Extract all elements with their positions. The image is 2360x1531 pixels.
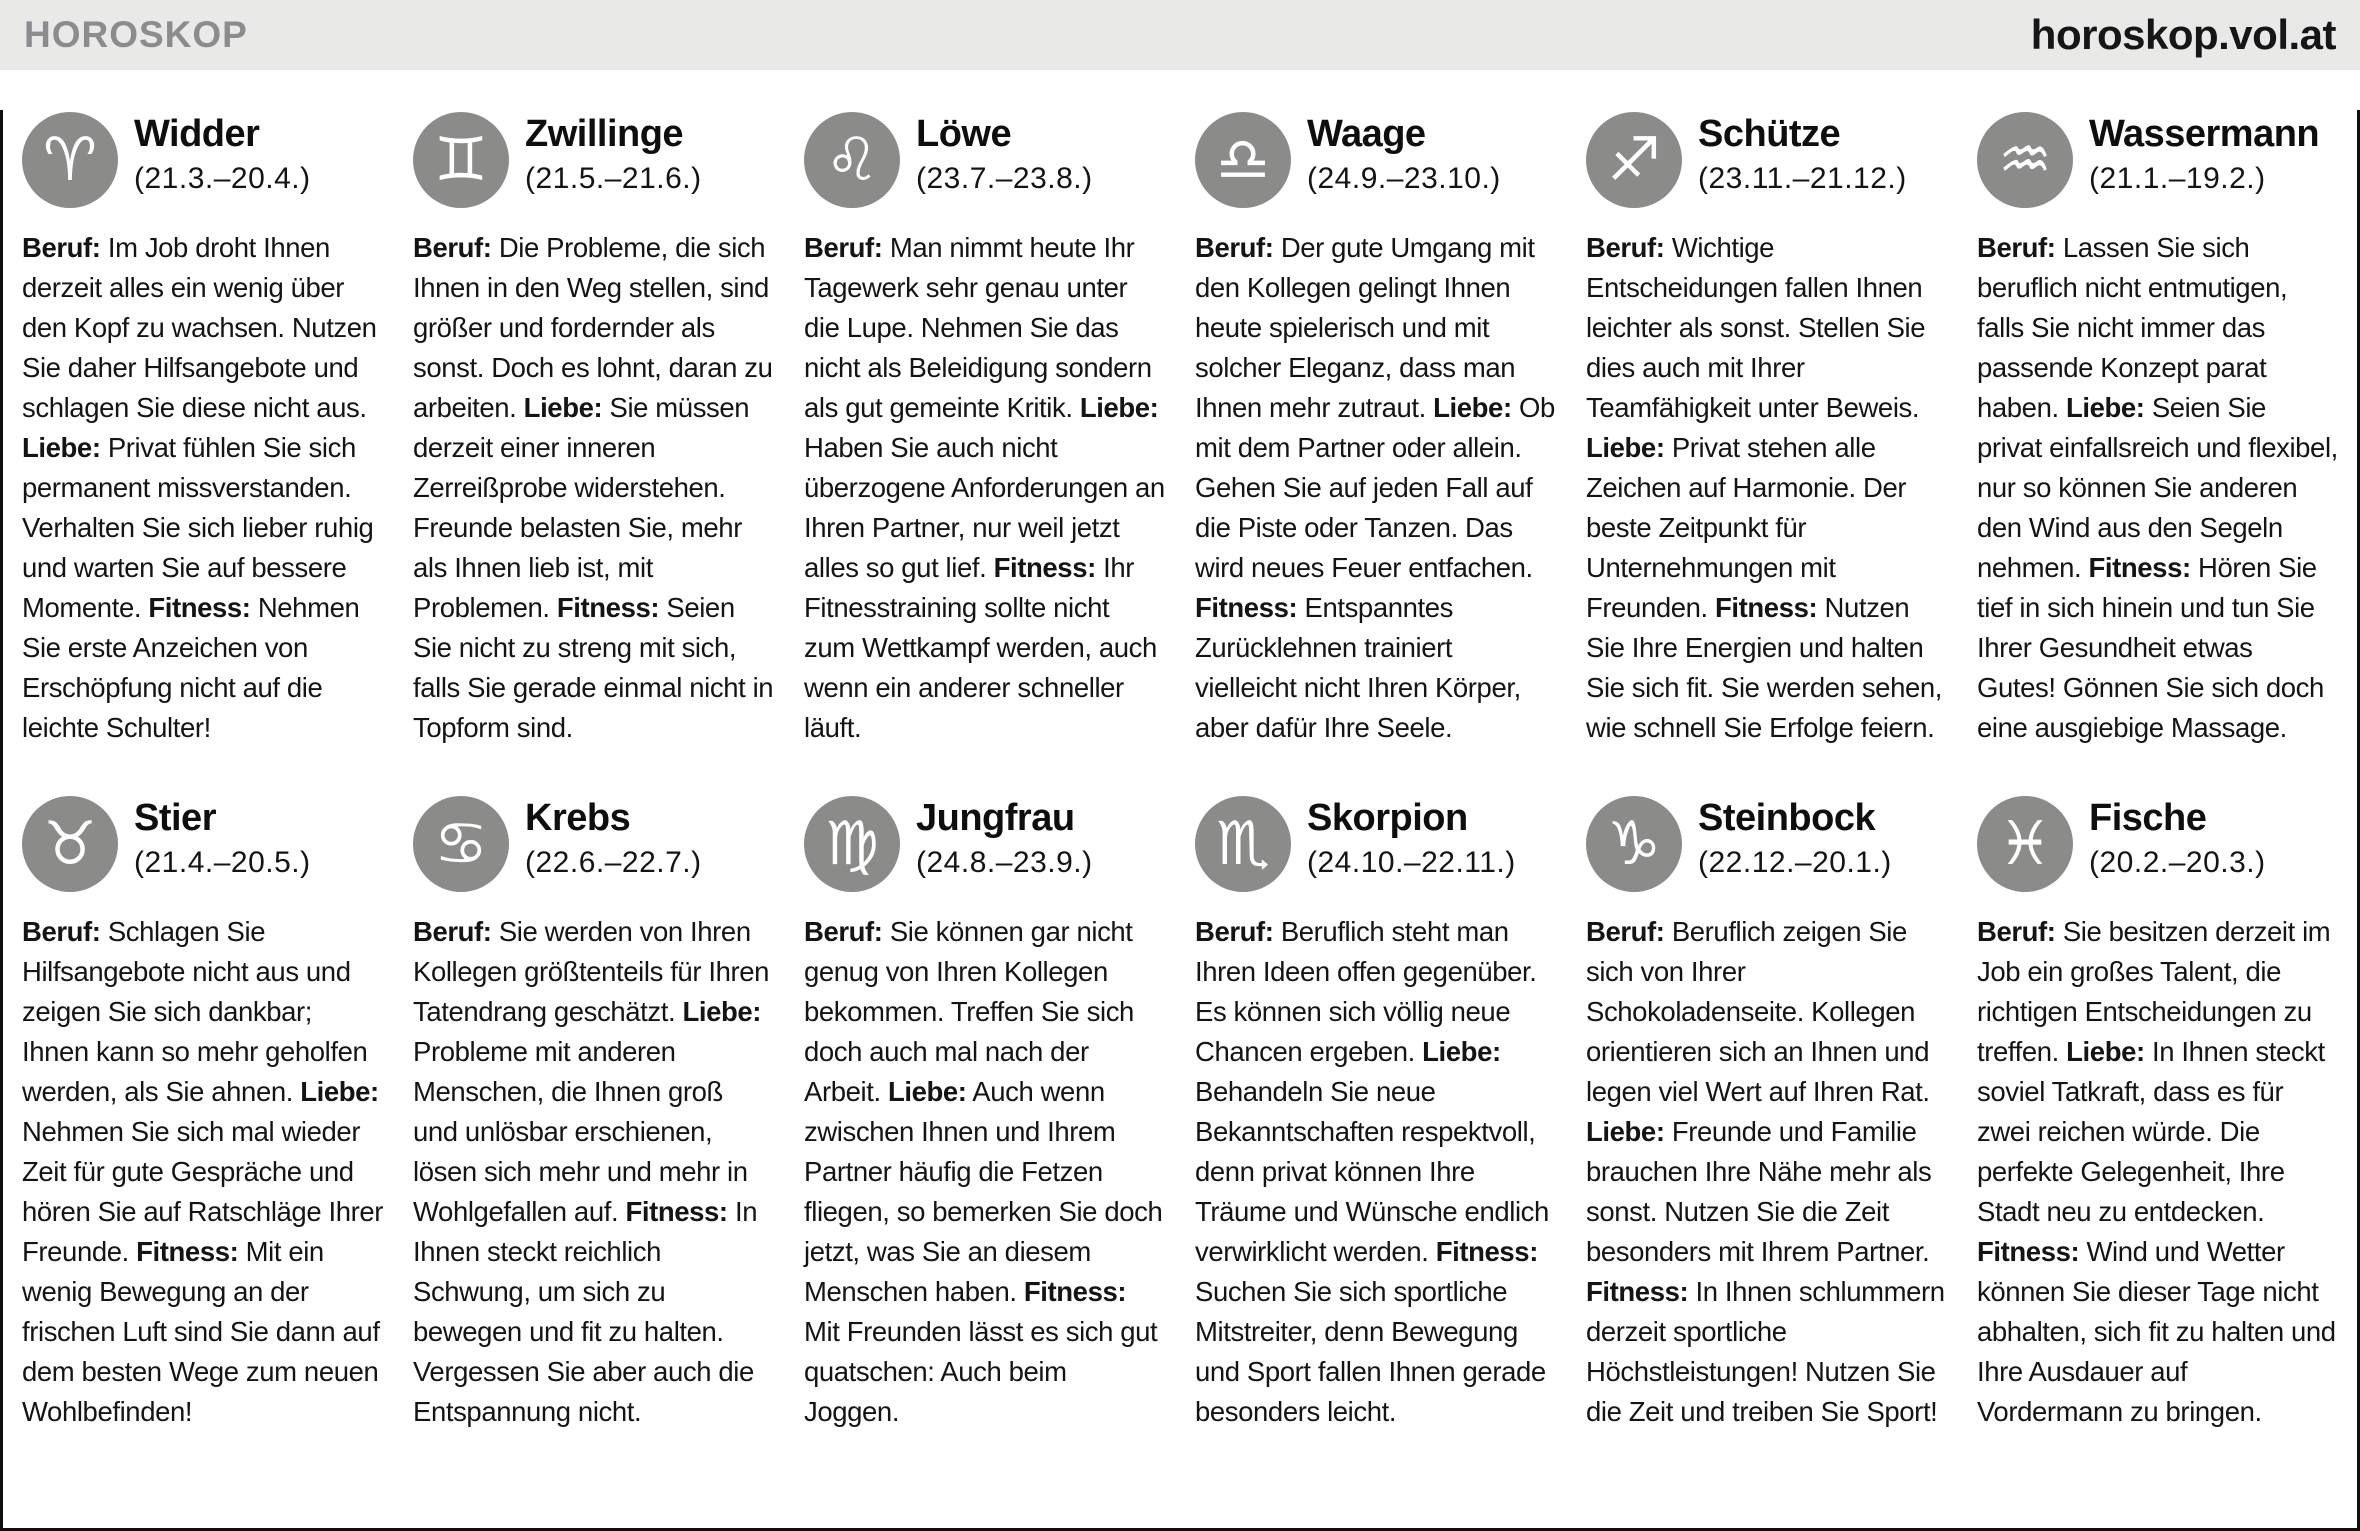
sign-name: Skorpion bbox=[1307, 797, 1468, 839]
beruf-text: Wichtige Entscheidungen fallen Ihnen leichter als sonst. Stellen Sie dies auch mit Ihrer Teamfähigkeit unter Beweis. bbox=[1586, 232, 1926, 423]
sign-name: Löwe bbox=[916, 113, 1012, 155]
beruf-text: Man nimmt heute Ihr Tagewerk sehr genau unter die Lupe. Nehmen Sie das nicht als Beleidigung sondern als gut gemeinte Kritik. bbox=[804, 232, 1152, 423]
liebe-text: Auch wenn zwischen Ihnen und Ihrem Partner häufig die Fetzen fliegen, so bemerken Sie doch jetzt, was Sie an diesem Menschen haben. bbox=[804, 1076, 1163, 1307]
fishes-icon bbox=[1977, 796, 2073, 892]
card-wassermann bbox=[1977, 112, 2338, 748]
beruf-label: Beruf: bbox=[1195, 916, 1274, 947]
fitness-label: Fitness: bbox=[2088, 552, 2191, 583]
card-waage bbox=[1195, 112, 1556, 748]
card-header bbox=[804, 112, 1165, 208]
sign-name: Widder bbox=[134, 113, 260, 155]
card-titles bbox=[1698, 112, 1907, 196]
lion-icon bbox=[804, 112, 900, 208]
liebe-label: Liebe: bbox=[1433, 392, 1512, 423]
card-titles bbox=[1698, 796, 1892, 880]
beruf-text: Im Job droht Ihnen derzeit alles ein wenig über den Kopf zu wachsen. Nutzen Sie daher Hilfsangebote und schlagen Sie diese nicht aus. bbox=[22, 232, 377, 423]
fitness-text: In Ihnen schlummern derzeit sportliche Höchstleistungen! Nutzen Sie die Zeit und treiben Sie Sport! bbox=[1586, 1276, 1945, 1427]
beruf-text: Der gute Umgang mit den Kollegen gelingt Ihnen heute spielerisch und mit solcher Eleganz, dass man Ihnen mehr zutraut. bbox=[1195, 232, 1535, 423]
maiden-icon bbox=[804, 796, 900, 892]
sign-name: Wassermann bbox=[2089, 113, 2320, 155]
card-titles bbox=[525, 796, 702, 880]
zodiac-glyph: ♍ bbox=[825, 809, 879, 879]
card-header bbox=[1586, 796, 1947, 892]
liebe-label: Liebe: bbox=[1586, 1116, 1665, 1147]
sign-text bbox=[1977, 912, 2338, 1432]
liebe-text: Seien Sie privat einfallsreich und flexibel, nur so können Sie anderen den Wind aus den Segeln nehmen. bbox=[1977, 392, 2338, 583]
fitness-text: Entspanntes Zurücklehnen trainiert vielleicht nicht Ihren Körper, aber dafür Ihre Seele. bbox=[1195, 592, 1521, 743]
sign-dates: (24.8.–23.9.) bbox=[916, 846, 1093, 880]
water-jug-icon bbox=[1977, 112, 2073, 208]
card-jungfrau bbox=[804, 796, 1165, 1432]
liebe-text: Haben Sie auch nicht überzogene Anforderungen an Ihren Partner, nur weil jetzt alles so gut lief. bbox=[804, 432, 1165, 583]
beruf-text: Sie werden von Ihren Kollegen größtenteils für Ihren Tatendrang geschätzt. bbox=[413, 916, 770, 1027]
card-titles bbox=[1307, 796, 1516, 880]
fitness-text: Nehmen Sie erste Anzeichen von Erschöpfung nicht auf die leichte Schulter! bbox=[22, 592, 360, 743]
card-krebs bbox=[413, 796, 774, 1432]
liebe-text: Probleme mit anderen Menschen, die Ihnen groß und unlösbar erschienen, lösen sich mehr und mehr in Wohlgefallen auf. bbox=[413, 1036, 748, 1227]
sign-text bbox=[1586, 228, 1947, 748]
card-header bbox=[413, 112, 774, 208]
card-header bbox=[1195, 112, 1556, 208]
card-header bbox=[1195, 796, 1556, 892]
bull-icon bbox=[22, 796, 118, 892]
fitness-label: Fitness: bbox=[556, 592, 660, 623]
liebe-label: Liebe: bbox=[22, 432, 101, 463]
fitness-text: Wind und Wetter können Sie dieser Tage nicht abhalten, sich fit zu halten und Ihre Ausdauer auf Vordermann zu bringen. bbox=[1977, 1236, 2336, 1427]
zodiac-glyph: ♈ bbox=[43, 125, 97, 195]
liebe-text: Behandeln Sie neue Bekanntschaften respektvoll, denn privat können Ihre Träume und Wünsche endlich verwirklicht werden. bbox=[1195, 1076, 1549, 1267]
card-header bbox=[413, 796, 774, 892]
beruf-text: Sie können gar nicht genug von Ihren Kollegen bekommen. Treffen Sie sich doch auch mal nach der Arbeit. bbox=[804, 916, 1134, 1107]
sign-text bbox=[22, 228, 383, 748]
beruf-text: Beruflich zeigen Sie sich von Ihrer Schokoladenseite. Kollegen orientieren sich an Ihnen und legen viel Wert auf Ihren Rat. bbox=[1586, 916, 1930, 1107]
card-header bbox=[1977, 796, 2338, 892]
beruf-label: Beruf: bbox=[1586, 916, 1665, 947]
masthead bbox=[0, 0, 2360, 70]
fitness-label: Fitness: bbox=[1977, 1236, 2080, 1267]
zodiac-glyph: ♎ bbox=[1216, 125, 1270, 195]
zodiac-glyph: ♑ bbox=[1607, 809, 1661, 879]
beruf-text: Schlagen Sie Hilfsangebote nicht aus und zeigen Sie sich dankbar; Ihnen kann so mehr geholfen werden, als Sie ahnen. bbox=[22, 916, 368, 1107]
card-skorpion bbox=[1195, 796, 1556, 1432]
card-titles bbox=[134, 796, 311, 880]
liebe-label: Liebe: bbox=[2065, 392, 2145, 423]
sign-dates: (23.7.–23.8.) bbox=[916, 162, 1093, 196]
horoscope-grid bbox=[22, 112, 2338, 1432]
sign-name: Schütze bbox=[1698, 113, 1841, 155]
beruf-text: Lassen Sie sich beruflich nicht entmutigen, falls Sie nicht immer das passende Konzept parat haben. bbox=[1977, 232, 2288, 423]
card-widder bbox=[22, 112, 383, 748]
card-header bbox=[1586, 112, 1947, 208]
crab-icon bbox=[413, 796, 509, 892]
liebe-text: Ob mit dem Partner oder allein. Gehen Sie auf jeden Fall auf die Piste oder Tanzen. Das wird neues Feuer entfachen. bbox=[1195, 392, 1555, 583]
sign-dates: (22.6.–22.7.) bbox=[525, 846, 702, 880]
fitness-text: Ihr Fitnesstraining sollte nicht zum Wettkampf werden, auch wenn ein anderer schneller läuft. bbox=[804, 552, 1157, 743]
fitness-text: Mit ein wenig Bewegung an der frischen Luft sind Sie dann auf dem besten Wege zum neuen Wohlbefinden! bbox=[22, 1236, 380, 1427]
fitness-label: Fitness: bbox=[1195, 592, 1298, 623]
sign-text bbox=[22, 912, 383, 1432]
fitness-label: Fitness: bbox=[136, 1236, 239, 1267]
card-zwillinge bbox=[413, 112, 774, 748]
card-titles bbox=[2089, 796, 2266, 880]
sign-text bbox=[413, 912, 774, 1432]
sign-name: Waage bbox=[1307, 113, 1426, 155]
beruf-label: Beruf: bbox=[804, 232, 883, 263]
card-titles bbox=[525, 112, 702, 196]
fitness-text: Suchen Sie sich sportliche Mitstreiter, denn Bewegung und Sport fallen Ihnen gerade besonders leicht. bbox=[1195, 1276, 1546, 1427]
sign-name: Fische bbox=[2089, 797, 2207, 839]
liebe-text: Privat stehen alle Zeichen auf Harmonie. Der beste Zeitpunkt für Unternehmungen mit Freunden. bbox=[1586, 432, 1907, 623]
zodiac-glyph: ♋ bbox=[434, 809, 488, 879]
sign-text bbox=[804, 228, 1165, 748]
scorpion-icon bbox=[1195, 796, 1291, 892]
liebe-label: Liebe: bbox=[682, 996, 762, 1027]
liebe-label: Liebe: bbox=[300, 1076, 379, 1107]
beruf-label: Beruf: bbox=[413, 916, 492, 947]
beruf-text: Die Probleme, die sich Ihnen in den Weg stellen, sind größer und fordernder als sonst. Doch es lohnt, daran zu arbeiten. bbox=[413, 232, 773, 423]
zodiac-glyph: ♏ bbox=[1216, 809, 1270, 879]
liebe-label: Liebe: bbox=[1079, 392, 1159, 423]
zodiac-glyph: ♉ bbox=[43, 809, 97, 879]
card-stier bbox=[22, 796, 383, 1432]
fitness-text: Hören Sie tief in sich hinein und tun Sie Ihrer Gesundheit etwas Gutes! Gönnen Sie sich doch eine ausgiebige Massage. bbox=[1977, 552, 2324, 743]
zodiac-glyph: ♊ bbox=[434, 125, 488, 195]
sign-name: Zwillinge bbox=[525, 113, 684, 155]
liebe-text: In Ihnen steckt soviel Tatkraft, dass es für zwei reichen würde. Die perfekte Gelegenheit, Ihre Stadt neu zu entdecken. bbox=[1977, 1036, 2325, 1227]
archer-bow-icon bbox=[1586, 112, 1682, 208]
card-titles bbox=[2089, 112, 2319, 196]
sign-dates: (21.5.–21.6.) bbox=[525, 162, 702, 196]
sign-dates: (23.11.–21.12.) bbox=[1698, 162, 1907, 196]
card-steinbock bbox=[1586, 796, 1947, 1432]
fitness-label: Fitness: bbox=[1715, 592, 1818, 623]
sign-name: Stier bbox=[134, 797, 216, 839]
sign-dates: (20.2.–20.3.) bbox=[2089, 846, 2266, 880]
goat-icon bbox=[1586, 796, 1682, 892]
sign-name: Jungfrau bbox=[916, 797, 1075, 839]
beruf-label: Beruf: bbox=[804, 916, 883, 947]
fitness-text: Mit Freunden lässt es sich gut quatschen: Auch beim Joggen. bbox=[804, 1316, 1158, 1427]
sign-text bbox=[1195, 912, 1556, 1432]
sign-dates: (21.1.–19.2.) bbox=[2089, 162, 2266, 196]
zodiac-glyph: ♓ bbox=[1998, 809, 2052, 879]
card-header bbox=[22, 112, 383, 208]
liebe-label: Liebe: bbox=[523, 392, 603, 423]
sign-text bbox=[1977, 228, 2338, 748]
fitness-label: Fitness: bbox=[625, 1196, 728, 1227]
card-fische bbox=[1977, 796, 2338, 1432]
sign-name: Krebs bbox=[525, 797, 631, 839]
liebe-text: Nehmen Sie sich mal wieder Zeit für gute Gespräche und hören Sie auf Ratschläge Ihrer Freunde. bbox=[22, 1116, 383, 1267]
liebe-text: Freunde und Familie brauchen Ihre Nähe mehr als sonst. Nutzen Sie die Zeit besonders mit Ihrem Partner. bbox=[1586, 1116, 1932, 1267]
liebe-label: Liebe: bbox=[1422, 1036, 1501, 1067]
beruf-label: Beruf: bbox=[1195, 232, 1274, 263]
website-url-text: horoskop.vol.at bbox=[2030, 11, 2336, 58]
beruf-label: Beruf: bbox=[1977, 232, 2056, 263]
card-header bbox=[22, 796, 383, 892]
beruf-label: Beruf: bbox=[1586, 232, 1665, 263]
fitness-label: Fitness: bbox=[1586, 1276, 1689, 1307]
beruf-text: Beruflich steht man Ihren Ideen offen gegenüber. Es können sich völlig neue Chancen ergeben. bbox=[1195, 916, 1537, 1067]
sign-text bbox=[804, 912, 1165, 1432]
sign-name: Steinbock bbox=[1698, 797, 1876, 839]
twins-icon bbox=[413, 112, 509, 208]
fitness-text: In Ihnen steckt reichlich Schwung, um sich zu bewegen und fit zu halten. Vergessen Sie aber auch die Entspannung nicht. bbox=[413, 1196, 758, 1427]
liebe-label: Liebe: bbox=[887, 1076, 967, 1107]
sign-dates: (21.3.–20.4.) bbox=[134, 162, 311, 196]
beruf-label: Beruf: bbox=[413, 232, 492, 263]
beruf-text: Sie besitzen derzeit im Job ein großes Talent, die richtigen Entscheidungen zu treffen. bbox=[1977, 916, 2331, 1067]
sign-dates: (24.9.–23.10.) bbox=[1307, 162, 1501, 196]
fitness-text: Nutzen Sie Ihre Energien und halten Sie sich fit. Sie werden sehen, wie schnell Sie Erfolge feiern. bbox=[1586, 592, 1942, 743]
sign-dates: (24.10.–22.11.) bbox=[1307, 846, 1516, 880]
sign-dates: (22.12.–20.1.) bbox=[1698, 846, 1892, 880]
beruf-label: Beruf: bbox=[22, 232, 101, 263]
card-schuetze bbox=[1586, 112, 1947, 748]
card-titles bbox=[916, 796, 1093, 880]
sign-dates: (21.4.–20.5.) bbox=[134, 846, 311, 880]
liebe-label: Liebe: bbox=[2066, 1036, 2145, 1067]
beruf-label: Beruf: bbox=[22, 916, 101, 947]
liebe-text: Privat fühlen Sie sich permanent missverstanden. Verhalten Sie sich lieber ruhig und warten Sie auf bessere Momente. bbox=[22, 432, 374, 623]
card-titles bbox=[134, 112, 311, 196]
fitness-label: Fitness: bbox=[1023, 1276, 1127, 1307]
section-title: HOROSKOP bbox=[24, 14, 248, 55]
ram-icon bbox=[22, 112, 118, 208]
sign-text bbox=[1586, 912, 1947, 1432]
zodiac-glyph: ♒ bbox=[1998, 125, 2052, 195]
card-loewe bbox=[804, 112, 1165, 748]
sign-text bbox=[1195, 228, 1556, 748]
card-header bbox=[804, 796, 1165, 892]
zodiac-glyph: ♌ bbox=[825, 125, 879, 195]
card-titles bbox=[1307, 112, 1501, 196]
sign-text bbox=[413, 228, 774, 748]
fitness-label: Fitness: bbox=[148, 592, 251, 623]
fitness-text: Seien Sie nicht zu streng mit sich, falls Sie gerade einmal nicht in Topform sind. bbox=[413, 592, 774, 743]
liebe-text: Sie müssen derzeit einer inneren Zerreißprobe widerstehen. Freunde belasten Sie, mehr als Ihnen lieb ist, mit Problemen. bbox=[413, 392, 750, 623]
scales-icon bbox=[1195, 112, 1291, 208]
fitness-label: Fitness: bbox=[993, 552, 1096, 583]
card-header bbox=[1977, 112, 2338, 208]
liebe-label: Liebe: bbox=[1586, 432, 1665, 463]
zodiac-glyph: ♐ bbox=[1607, 125, 1661, 195]
beruf-label: Beruf: bbox=[1977, 916, 2056, 947]
card-titles bbox=[916, 112, 1093, 196]
fitness-label: Fitness: bbox=[1435, 1236, 1538, 1267]
